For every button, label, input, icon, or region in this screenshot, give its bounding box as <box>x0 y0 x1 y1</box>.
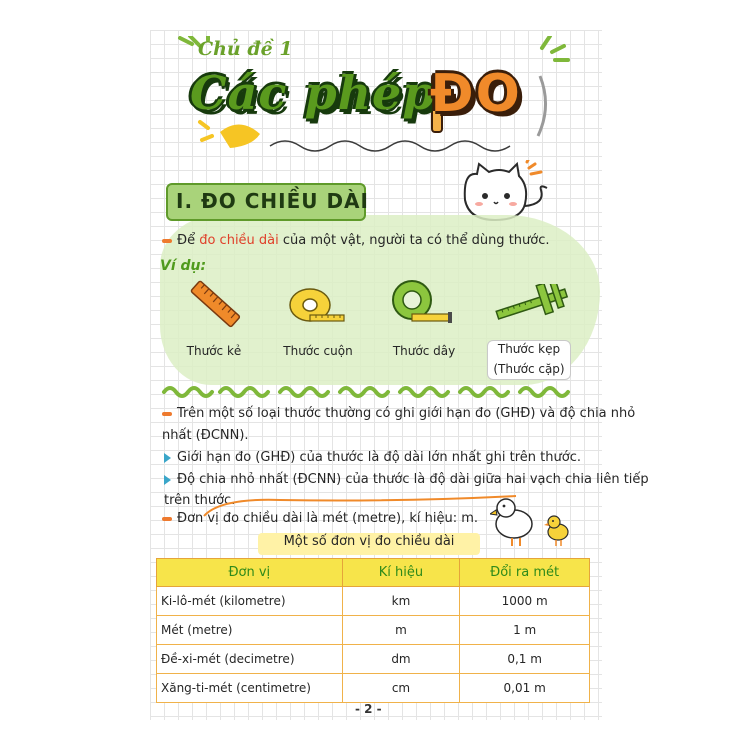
page-number: - 2 - <box>355 702 382 716</box>
page-title: Các phép <box>190 66 436 120</box>
paragraph-3-line-2: trên thước. <box>164 493 236 508</box>
table-row <box>157 674 590 703</box>
unit-symbol: cm <box>342 674 460 703</box>
paragraph-1-text: Trên một số loại thước thường có ghi giới hạn đo (GHĐ) và độ chia nhỏ <box>177 406 636 421</box>
table-title: Một số đơn vị đo chiều dài <box>283 534 455 549</box>
bullet-dash-icon <box>162 517 172 521</box>
unit-name: Mét (metre) <box>157 616 343 645</box>
intro-line <box>162 230 550 252</box>
bullet-dash-icon <box>162 239 172 243</box>
tool-label-caliper-alt: (Thước cặp) <box>493 362 565 376</box>
page-title-accent: ĐO <box>430 64 522 124</box>
unit-name: Xăng-ti-mét (centimetre) <box>157 674 343 703</box>
tool-label-tape-roll: Thước cuộn <box>283 344 353 358</box>
unit-conversion: 0,01 m <box>460 674 590 703</box>
tool-label-ruler: Thước kẻ <box>186 344 242 358</box>
paragraph-2 <box>164 447 581 469</box>
paragraph-2-text: Giới hạn đo (GHĐ) của thước là độ dài lớn nhất ghi trên thước. <box>177 450 581 465</box>
bullet-dash-icon <box>162 412 172 416</box>
unit-name: Ki-lô-mét (kilometre) <box>157 587 343 616</box>
tool-label-tape-measure: Thước dây <box>392 344 456 358</box>
paragraph-1-line-2: nhất (ĐCNN). <box>162 428 249 443</box>
unit-conversion: 1 m <box>460 616 590 645</box>
header-unit: Đơn vị <box>157 559 343 587</box>
bullet-triangle-icon <box>164 475 171 485</box>
tool-label-caliper: Thước kẹp <box>497 342 561 356</box>
caliper-icon <box>492 284 572 326</box>
unit-name: Đề-xi-mét (decimetre) <box>157 645 343 674</box>
tape-roll-icon <box>288 285 348 325</box>
intro-suffix: của một vật, người ta có thể dùng thước. <box>278 233 550 248</box>
intro-highlight: đo chiều dài <box>199 233 279 248</box>
paragraph-4-text: Đơn vị đo chiều dài là mét (metre), kí hiệu: m. <box>177 511 478 526</box>
example-label: Ví dụ: <box>160 258 207 274</box>
unit-conversion: 0,1 m <box>460 645 590 674</box>
tape-measure-icon <box>390 278 456 328</box>
ducks-illustration <box>490 494 580 550</box>
header-symbol: Kí hiệu <box>342 559 460 587</box>
wavy-divider <box>160 384 600 398</box>
table-row <box>157 645 590 674</box>
paragraph-3-line-1 <box>164 469 649 491</box>
table-row <box>157 587 590 616</box>
paragraph-4 <box>162 508 478 530</box>
unit-symbol: km <box>342 587 460 616</box>
unit-conversion: 1000 m <box>460 587 590 616</box>
paragraph-1-line-1 <box>162 403 635 425</box>
bullet-triangle-icon <box>164 453 171 463</box>
section-title: I. ĐO CHIỀU DÀI <box>176 189 369 213</box>
ruler-icon <box>186 278 242 330</box>
header-conversion: Đổi ra mét <box>460 559 590 587</box>
unit-symbol: dm <box>342 645 460 674</box>
table-header-row <box>157 559 590 587</box>
paragraph-3-text: Độ chia nhỏ nhất (ĐCNN) của thước là độ dài giữa hai vạch chia liên tiếp <box>177 472 649 487</box>
topic-label: Chủ đề 1 <box>198 38 293 60</box>
intro-prefix: Để <box>177 233 200 248</box>
table-row <box>157 616 590 645</box>
units-table <box>156 558 590 703</box>
unit-symbol: m <box>342 616 460 645</box>
